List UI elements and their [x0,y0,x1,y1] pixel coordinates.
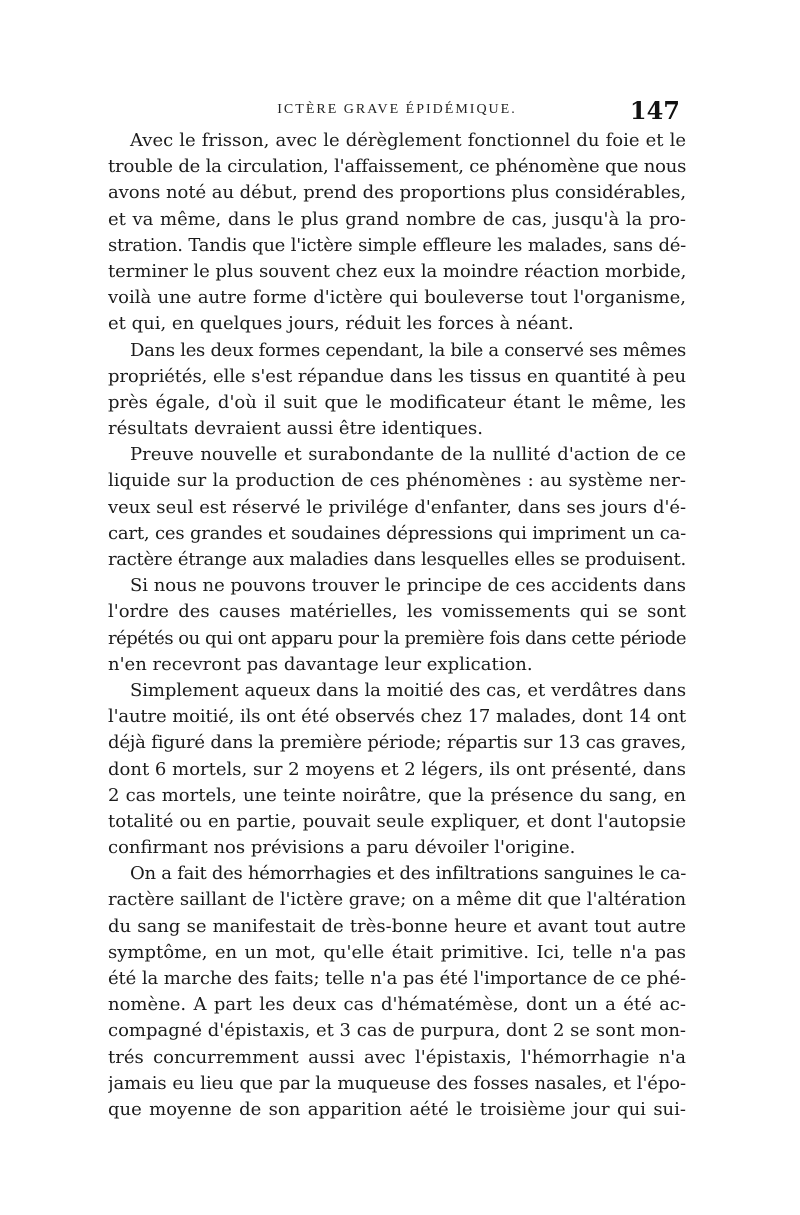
text-line: liquide sur la production de ces phénomènes : au système ner- [108,470,686,492]
text-line: symptôme, en un mot, qu'elle était primitive. Ici, telle n'a pas [108,941,686,963]
text-line: totalité ou en partie, pouvait seule expliquer, et dont l'autopsie [108,810,686,832]
text-line: cart, ces grandes et soudaines dépressions qui impriment un ca- [108,522,686,544]
text-line: déjà figuré dans la première période; répartis sur 13 cas graves, [108,732,686,754]
text-line: veux seul est réservé le privilége d'enfanter, dans ses jours d'é- [108,496,686,518]
text-line: 2 cas mortels, une teinte noirâtre, que la présence du sang, en [108,784,686,806]
running-title: ICTÈRE GRAVE ÉPIDÉMIQUE. [277,102,517,117]
text-line: du sang se manifestait de très-bonne heure et avant tout autre [108,915,686,937]
text-line: près égale, d'où il suit que le modificateur étant le même, les [108,391,686,413]
text-line: répétés ou qui ont apparu pour la première fois dans cette période [108,627,686,649]
text-line: ractère saillant de l'ictère grave; on a même dit que l'altération [108,889,686,911]
text-line: terminer le plus souvent chez eux la moindre réaction morbide, [108,260,686,282]
text-line: Dans les deux formes cependant, la bile a conservé ses mêmes [130,339,686,361]
text-line: dont 6 mortels, sur 2 moyens et 2 légers, ils ont présenté, dans [108,758,686,780]
text-line: que moyenne de son apparition aété le troisième jour qui sui- [108,1098,686,1120]
text-line: Simplement aqueux dans la moitié des cas, et verdâtres dans [130,679,686,701]
text-line: Avec le frisson, avec le dérèglement fonctionnel du foie et le [130,130,686,151]
text-line: confirmant nos prévisions a paru dévoiler l'origine. [108,837,576,859]
text-line: n'en recevront pas davantage leur explication. [108,653,533,675]
text-line: résultats devraient aussi être identiques. [108,418,484,440]
page-number: 147 [629,96,680,125]
text-line: jamais eu lieu que par la muqueuse des fosses nasales, et l'épo- [108,1072,686,1094]
text-line: stration. Tandis que l'ictère simple effleure les malades, sans dé- [108,234,686,256]
paragraph [108,678,686,861]
text-line: l'ordre des causes matérielles, les vomissements qui se sont [108,601,686,623]
text-line: Si nous ne pouvons trouver le principe de ces accidents dans [130,575,686,597]
text-line: trouble de la circulation, l'affaissement, ce phénomène que nous [108,156,686,178]
text-line: On a fait des hémorrhagies et des infiltrations sanguines le ca- [130,863,686,885]
text-line: trés concurremment aussi avec l'épistaxis, l'hémorrhagie n'a [108,1046,686,1068]
paragraph [108,338,686,443]
paragraph [108,442,686,573]
text-line: et qui, en quelques jours, réduit les forces à néant. [108,313,574,335]
text-line: voilà une autre forme d'ictère qui bouleverse tout l'organisme, [108,287,686,309]
text-line: l'autre moitié, ils ont été observés chez 17 malades, dont 14 ont [108,706,686,728]
text-line: ractère étrange aux maladies dans lesquelles elles se produisent. [108,549,686,570]
text-line: nomène. A part les deux cas d'hématémèse, dont un a été ac- [108,994,686,1016]
text-line: compagné d'épistaxis, et 3 cas de purpura, dont 2 se sont mon- [108,1020,686,1042]
paragraph [108,573,686,678]
running-head [108,96,686,130]
text-line: été la marche des faits; telle n'a pas été l'importance de ce phé- [108,968,686,989]
text-line: avons noté au début, prend des proportions plus considérables, [108,182,686,204]
text-line: Preuve nouvelle et surabondante de la nullité d'action de ce [130,444,686,466]
body-text [108,128,686,1123]
text-line: et va même, dans le plus grand nombre de cas, jusqu'à la pro- [108,208,686,230]
paragraph [108,128,686,338]
text-line: propriétés, elle s'est répandue dans les tissus en quantité à peu [108,365,686,387]
paragraph [108,861,686,1123]
